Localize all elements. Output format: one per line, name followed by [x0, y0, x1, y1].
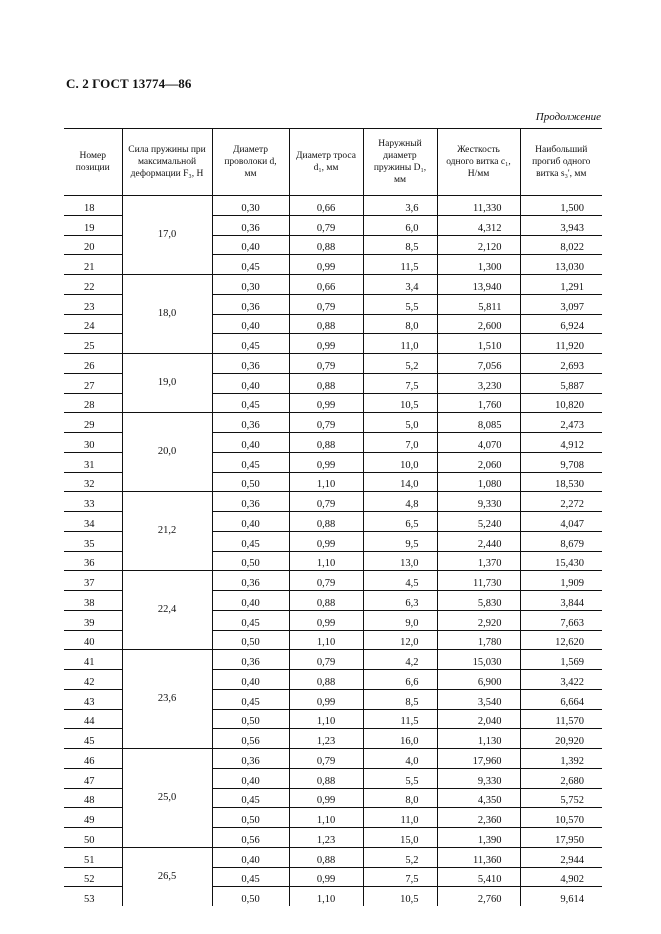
force-cell: 19,0 [122, 354, 212, 413]
position-cell: 49 [64, 808, 122, 828]
deflection-cell: 5,887 [520, 373, 602, 393]
wire-diameter-cell: 0,30 [212, 275, 289, 295]
outer-diameter-cell: 11,5 [363, 709, 437, 729]
position-cell: 37 [64, 571, 122, 591]
deflection-cell: 3,097 [520, 294, 602, 314]
stiffness-cell: 1,370 [437, 551, 520, 571]
deflection-cell: 1,392 [520, 749, 602, 769]
position-cell: 51 [64, 847, 122, 867]
wire-diameter-cell: 0,36 [212, 294, 289, 314]
force-cell: 18,0 [122, 275, 212, 354]
position-cell: 18 [64, 196, 122, 216]
deflection-cell: 15,430 [520, 551, 602, 571]
deflection-cell: 8,022 [520, 235, 602, 255]
cable-diameter-cell: 0,88 [289, 847, 363, 867]
cable-diameter-cell: 0,66 [289, 196, 363, 216]
position-cell: 38 [64, 591, 122, 611]
stiffness-cell: 2,360 [437, 808, 520, 828]
cable-diameter-cell: 1,10 [289, 709, 363, 729]
outer-diameter-cell: 10,0 [363, 452, 437, 472]
position-cell: 34 [64, 512, 122, 532]
table-row [64, 749, 602, 769]
deflection-cell: 6,924 [520, 314, 602, 334]
deflection-cell: 1,909 [520, 571, 602, 591]
deflection-cell: 20,920 [520, 729, 602, 749]
wire-diameter-cell: 0,36 [212, 215, 289, 235]
cable-diameter-cell: 0,79 [289, 215, 363, 235]
cable-diameter-cell: 1,10 [289, 472, 363, 492]
position-cell: 52 [64, 867, 122, 887]
deflection-cell: 4,047 [520, 512, 602, 532]
outer-diameter-cell: 11,0 [363, 334, 437, 354]
position-cell: 23 [64, 294, 122, 314]
stiffness-cell: 1,390 [437, 828, 520, 848]
stiffness-cell: 2,040 [437, 709, 520, 729]
cable-diameter-cell: 1,10 [289, 630, 363, 650]
deflection-cell: 9,708 [520, 452, 602, 472]
outer-diameter-cell: 5,0 [363, 413, 437, 433]
cable-diameter-cell: 0,99 [289, 610, 363, 630]
outer-diameter-cell: 3,6 [363, 196, 437, 216]
deflection-cell: 4,912 [520, 433, 602, 453]
wire-diameter-cell: 0,56 [212, 828, 289, 848]
table-row [64, 275, 602, 295]
stiffness-cell: 2,120 [437, 235, 520, 255]
outer-diameter-cell: 8,5 [363, 689, 437, 709]
stiffness-cell: 11,360 [437, 847, 520, 867]
deflection-cell: 11,920 [520, 334, 602, 354]
position-cell: 42 [64, 670, 122, 690]
stiffness-cell: 2,920 [437, 610, 520, 630]
outer-diameter-cell: 4,2 [363, 650, 437, 670]
stiffness-cell: 5,830 [437, 591, 520, 611]
deflection-cell: 2,473 [520, 413, 602, 433]
outer-diameter-cell: 10,5 [363, 887, 437, 906]
spring-parameters-table [64, 128, 602, 906]
table-body [64, 196, 602, 907]
position-cell: 32 [64, 472, 122, 492]
stiffness-cell: 1,510 [437, 334, 520, 354]
outer-diameter-cell: 10,5 [363, 393, 437, 413]
wire-diameter-cell: 0,45 [212, 610, 289, 630]
outer-diameter-cell: 4,5 [363, 571, 437, 591]
wire-diameter-cell: 0,36 [212, 650, 289, 670]
stiffness-cell: 11,330 [437, 196, 520, 216]
wire-diameter-cell: 0,40 [212, 847, 289, 867]
position-cell: 33 [64, 492, 122, 512]
position-cell: 35 [64, 531, 122, 551]
cable-diameter-cell: 0,79 [289, 571, 363, 591]
position-cell: 25 [64, 334, 122, 354]
wire-diameter-cell: 0,50 [212, 887, 289, 906]
deflection-cell: 4,902 [520, 867, 602, 887]
cable-diameter-cell: 0,99 [289, 689, 363, 709]
deflection-cell: 17,950 [520, 828, 602, 848]
stiffness-cell: 3,540 [437, 689, 520, 709]
table-row [64, 196, 602, 216]
cable-diameter-cell: 0,66 [289, 275, 363, 295]
wire-diameter-cell: 0,50 [212, 551, 289, 571]
position-cell: 39 [64, 610, 122, 630]
position-cell: 47 [64, 768, 122, 788]
stiffness-cell: 4,312 [437, 215, 520, 235]
deflection-cell: 2,680 [520, 768, 602, 788]
deflection-cell: 6,664 [520, 689, 602, 709]
stiffness-cell: 4,350 [437, 788, 520, 808]
stiffness-cell: 2,060 [437, 452, 520, 472]
stiffness-cell: 2,600 [437, 314, 520, 334]
outer-diameter-cell: 3,4 [363, 275, 437, 295]
position-cell: 28 [64, 393, 122, 413]
force-cell: 22,4 [122, 571, 212, 650]
force-cell: 20,0 [122, 413, 212, 492]
wire-diameter-cell: 0,50 [212, 630, 289, 650]
deflection-cell: 2,272 [520, 492, 602, 512]
stiffness-cell: 2,440 [437, 531, 520, 551]
force-cell: 21,2 [122, 492, 212, 571]
stiffness-cell: 9,330 [437, 768, 520, 788]
cable-diameter-cell: 0,88 [289, 235, 363, 255]
cable-diameter-cell: 0,79 [289, 650, 363, 670]
wire-diameter-cell: 0,40 [212, 433, 289, 453]
position-cell: 44 [64, 709, 122, 729]
outer-diameter-cell: 7,0 [363, 433, 437, 453]
wire-diameter-cell: 0,45 [212, 531, 289, 551]
stiffness-cell: 5,410 [437, 867, 520, 887]
stiffness-cell: 8,085 [437, 413, 520, 433]
stiffness-cell: 1,780 [437, 630, 520, 650]
table-row [64, 354, 602, 374]
cable-diameter-cell: 1,10 [289, 887, 363, 906]
wire-diameter-cell: 0,50 [212, 472, 289, 492]
stiffness-cell: 6,900 [437, 670, 520, 690]
column-header-position: Номер позиции [64, 129, 122, 196]
cable-diameter-cell: 0,88 [289, 512, 363, 532]
cable-diameter-cell: 1,10 [289, 808, 363, 828]
cable-diameter-cell: 0,88 [289, 591, 363, 611]
position-cell: 30 [64, 433, 122, 453]
table-row [64, 650, 602, 670]
outer-diameter-cell: 9,0 [363, 610, 437, 630]
position-cell: 36 [64, 551, 122, 571]
position-cell: 20 [64, 235, 122, 255]
deflection-cell: 3,422 [520, 670, 602, 690]
wire-diameter-cell: 0,50 [212, 709, 289, 729]
wire-diameter-cell: 0,56 [212, 729, 289, 749]
position-cell: 31 [64, 452, 122, 472]
force-cell: 23,6 [122, 650, 212, 749]
table-row [64, 847, 602, 867]
table-row [64, 492, 602, 512]
force-cell: 26,5 [122, 847, 212, 906]
outer-diameter-cell: 6,0 [363, 215, 437, 235]
force-cell: 17,0 [122, 196, 212, 275]
wire-diameter-cell: 0,40 [212, 512, 289, 532]
position-cell: 40 [64, 630, 122, 650]
column-header-wire-diameter: Диаметр проволоки d, мм [212, 129, 289, 196]
position-cell: 27 [64, 373, 122, 393]
wire-diameter-cell: 0,40 [212, 235, 289, 255]
position-cell: 26 [64, 354, 122, 374]
stiffness-cell: 3,230 [437, 373, 520, 393]
stiffness-cell: 5,811 [437, 294, 520, 314]
force-cell: 25,0 [122, 749, 212, 848]
position-cell: 48 [64, 788, 122, 808]
outer-diameter-cell: 6,3 [363, 591, 437, 611]
stiffness-cell: 1,760 [437, 393, 520, 413]
cable-diameter-cell: 0,99 [289, 867, 363, 887]
cable-diameter-cell: 0,79 [289, 354, 363, 374]
wire-diameter-cell: 0,36 [212, 749, 289, 769]
stiffness-cell: 15,030 [437, 650, 520, 670]
deflection-cell: 11,570 [520, 709, 602, 729]
column-header-max-deflection: Наибольший прогиб одного витка s₃', мм [520, 129, 602, 196]
cable-diameter-cell: 0,99 [289, 452, 363, 472]
wire-diameter-cell: 0,30 [212, 196, 289, 216]
cable-diameter-cell: 1,23 [289, 828, 363, 848]
cable-diameter-cell: 0,88 [289, 314, 363, 334]
cable-diameter-cell: 1,10 [289, 551, 363, 571]
deflection-cell: 12,620 [520, 630, 602, 650]
table-row [64, 571, 602, 591]
outer-diameter-cell: 14,0 [363, 472, 437, 492]
position-cell: 24 [64, 314, 122, 334]
outer-diameter-cell: 16,0 [363, 729, 437, 749]
cable-diameter-cell: 0,99 [289, 531, 363, 551]
wire-diameter-cell: 0,36 [212, 354, 289, 374]
deflection-cell: 13,030 [520, 255, 602, 275]
deflection-cell: 18,530 [520, 472, 602, 492]
deflection-cell: 1,291 [520, 275, 602, 295]
outer-diameter-cell: 11,5 [363, 255, 437, 275]
wire-diameter-cell: 0,40 [212, 373, 289, 393]
wire-diameter-cell: 0,45 [212, 393, 289, 413]
cable-diameter-cell: 0,79 [289, 413, 363, 433]
stiffness-cell: 9,330 [437, 492, 520, 512]
cable-diameter-cell: 0,99 [289, 393, 363, 413]
wire-diameter-cell: 0,40 [212, 670, 289, 690]
wire-diameter-cell: 0,40 [212, 768, 289, 788]
outer-diameter-cell: 5,5 [363, 294, 437, 314]
wire-diameter-cell: 0,45 [212, 334, 289, 354]
continuation-label: Продолжение [535, 111, 601, 123]
cable-diameter-cell: 0,88 [289, 670, 363, 690]
stiffness-cell: 11,730 [437, 571, 520, 591]
cable-diameter-cell: 0,79 [289, 294, 363, 314]
wire-diameter-cell: 0,40 [212, 314, 289, 334]
cable-diameter-cell: 0,99 [289, 334, 363, 354]
position-cell: 45 [64, 729, 122, 749]
position-cell: 53 [64, 887, 122, 906]
cable-diameter-cell: 0,79 [289, 492, 363, 512]
wire-diameter-cell: 0,36 [212, 413, 289, 433]
wire-diameter-cell: 0,45 [212, 867, 289, 887]
deflection-cell: 10,570 [520, 808, 602, 828]
cable-diameter-cell: 0,88 [289, 433, 363, 453]
outer-diameter-cell: 6,6 [363, 670, 437, 690]
wire-diameter-cell: 0,45 [212, 788, 289, 808]
deflection-cell: 9,614 [520, 887, 602, 906]
stiffness-cell: 5,240 [437, 512, 520, 532]
position-cell: 50 [64, 828, 122, 848]
outer-diameter-cell: 4,0 [363, 749, 437, 769]
outer-diameter-cell: 6,5 [363, 512, 437, 532]
position-cell: 29 [64, 413, 122, 433]
deflection-cell: 1,569 [520, 650, 602, 670]
deflection-cell: 10,820 [520, 393, 602, 413]
deflection-cell: 7,663 [520, 610, 602, 630]
deflection-cell: 8,679 [520, 531, 602, 551]
outer-diameter-cell: 8,5 [363, 235, 437, 255]
wire-diameter-cell: 0,50 [212, 808, 289, 828]
cable-diameter-cell: 0,99 [289, 255, 363, 275]
position-cell: 22 [64, 275, 122, 295]
outer-diameter-cell: 8,0 [363, 788, 437, 808]
deflection-cell: 3,844 [520, 591, 602, 611]
wire-diameter-cell: 0,36 [212, 571, 289, 591]
outer-diameter-cell: 11,0 [363, 808, 437, 828]
table-header-row [64, 129, 602, 196]
outer-diameter-cell: 5,2 [363, 847, 437, 867]
cable-diameter-cell: 0,88 [289, 373, 363, 393]
deflection-cell: 5,752 [520, 788, 602, 808]
wire-diameter-cell: 0,45 [212, 255, 289, 275]
stiffness-cell: 1,130 [437, 729, 520, 749]
outer-diameter-cell: 5,5 [363, 768, 437, 788]
outer-diameter-cell: 8,0 [363, 314, 437, 334]
stiffness-cell: 7,056 [437, 354, 520, 374]
wire-diameter-cell: 0,40 [212, 591, 289, 611]
stiffness-cell: 1,300 [437, 255, 520, 275]
deflection-cell: 1,500 [520, 196, 602, 216]
position-cell: 46 [64, 749, 122, 769]
table-row [64, 413, 602, 433]
cable-diameter-cell: 0,79 [289, 749, 363, 769]
stiffness-cell: 1,080 [437, 472, 520, 492]
stiffness-cell: 4,070 [437, 433, 520, 453]
deflection-cell: 2,693 [520, 354, 602, 374]
outer-diameter-cell: 4,8 [363, 492, 437, 512]
position-cell: 19 [64, 215, 122, 235]
cable-diameter-cell: 0,88 [289, 768, 363, 788]
outer-diameter-cell: 5,2 [363, 354, 437, 374]
stiffness-cell: 2,760 [437, 887, 520, 906]
column-header-cable-diameter: Диаметр троса d₁, мм [289, 129, 363, 196]
outer-diameter-cell: 7,5 [363, 867, 437, 887]
outer-diameter-cell: 12,0 [363, 630, 437, 650]
cable-diameter-cell: 1,23 [289, 729, 363, 749]
column-header-force: Сила пружины при максимальной деформации F₃, Н [122, 129, 212, 196]
stiffness-cell: 17,960 [437, 749, 520, 769]
deflection-cell: 2,944 [520, 847, 602, 867]
column-header-stiffness: Жесткость одного витка c₁, Н/мм [437, 129, 520, 196]
wire-diameter-cell: 0,45 [212, 689, 289, 709]
position-cell: 43 [64, 689, 122, 709]
wire-diameter-cell: 0,45 [212, 452, 289, 472]
position-cell: 21 [64, 255, 122, 275]
outer-diameter-cell: 9,5 [363, 531, 437, 551]
stiffness-cell: 13,940 [437, 275, 520, 295]
wire-diameter-cell: 0,36 [212, 492, 289, 512]
cable-diameter-cell: 0,99 [289, 788, 363, 808]
position-cell: 41 [64, 650, 122, 670]
column-header-outer-diameter: Наружный диаметр пружины D₁, мм [363, 129, 437, 196]
outer-diameter-cell: 13,0 [363, 551, 437, 571]
outer-diameter-cell: 7,5 [363, 373, 437, 393]
outer-diameter-cell: 15,0 [363, 828, 437, 848]
deflection-cell: 3,943 [520, 215, 602, 235]
page-header: С. 2 ГОСТ 13774—86 [66, 76, 192, 91]
